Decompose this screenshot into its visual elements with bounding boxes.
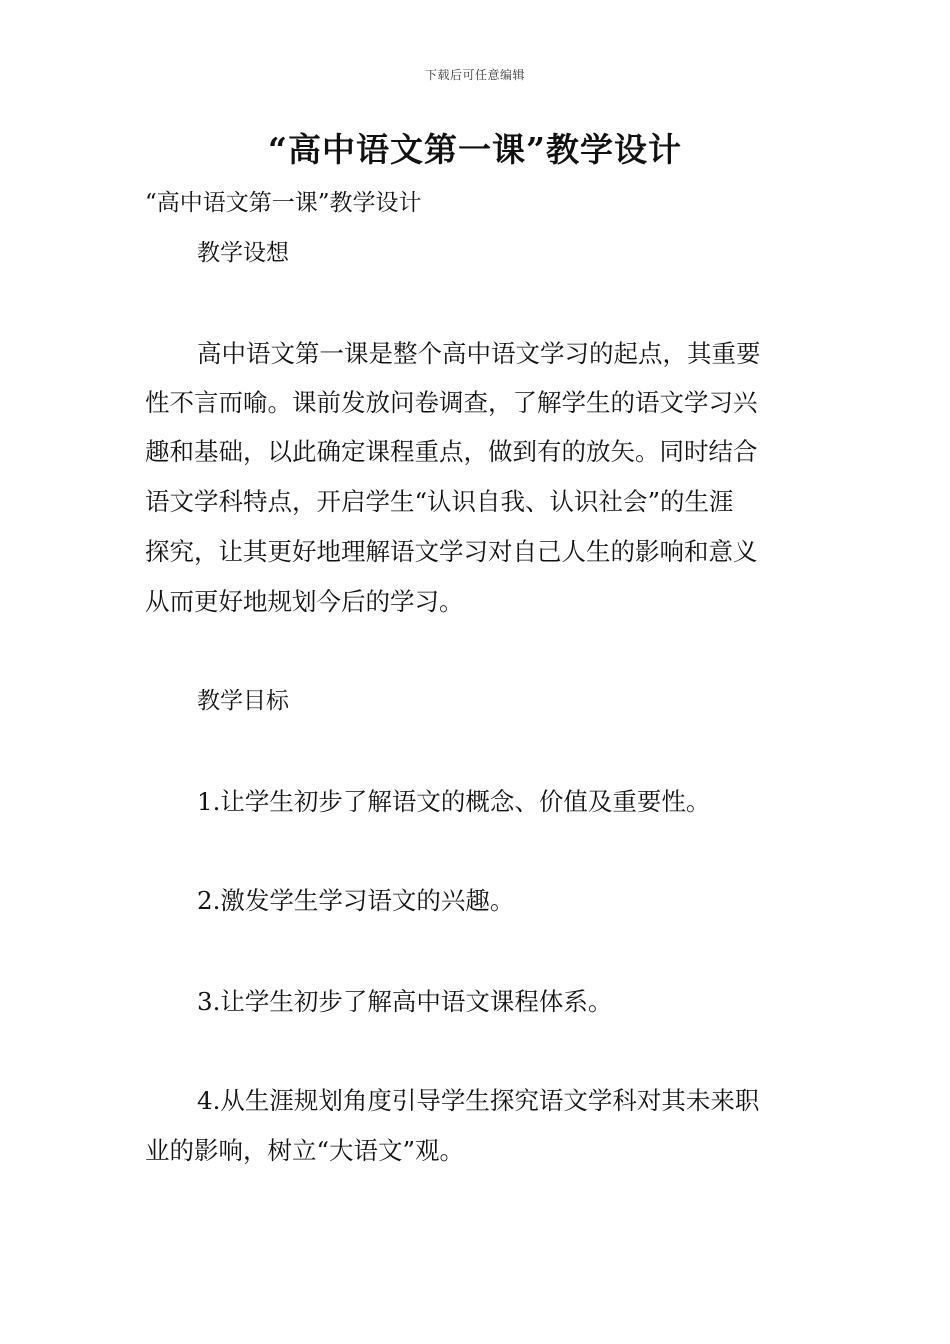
- goal-item: 4.从生涯规划角度引导学生探究语文学科对其未来职: [197, 1086, 760, 1115]
- document-subtitle: “高中语文第一课”教学设计: [145, 190, 422, 216]
- document-title: “高中语文第一课”教学设计: [268, 130, 682, 169]
- goal-item: 1.让学生初步了解语文的概念、价值及重要性。: [197, 787, 711, 816]
- section-heading-goals: 教学目标: [197, 688, 289, 714]
- section-heading-concept: 教学设想: [197, 240, 289, 266]
- concept-line: 趣和基础，以此确定课程重点，做到有的放矢。同时结合: [145, 437, 758, 466]
- goal-item: 业的影响，树立“大语文”观。: [145, 1136, 465, 1165]
- concept-line: 探究，让其更好地理解语文学习对自己人生的影响和意义: [145, 537, 758, 566]
- concept-line: 语文学科特点，开启学生“认识自我、认识社会”的生涯: [145, 487, 734, 516]
- concept-line: 性不言而喻。课前发放问卷调查，了解学生的语文学习兴: [145, 388, 758, 417]
- header-note: 下载后可任意编辑: [424, 68, 525, 82]
- goal-item: 2.激发学生学习语文的兴趣。: [197, 886, 515, 915]
- concept-line: 从而更好地规划今后的学习。: [145, 587, 464, 616]
- goal-item: 3.让学生初步了解高中语文课程体系。: [197, 987, 613, 1016]
- concept-line: 高中语文第一课是整个高中语文学习的起点，其重要: [197, 339, 761, 368]
